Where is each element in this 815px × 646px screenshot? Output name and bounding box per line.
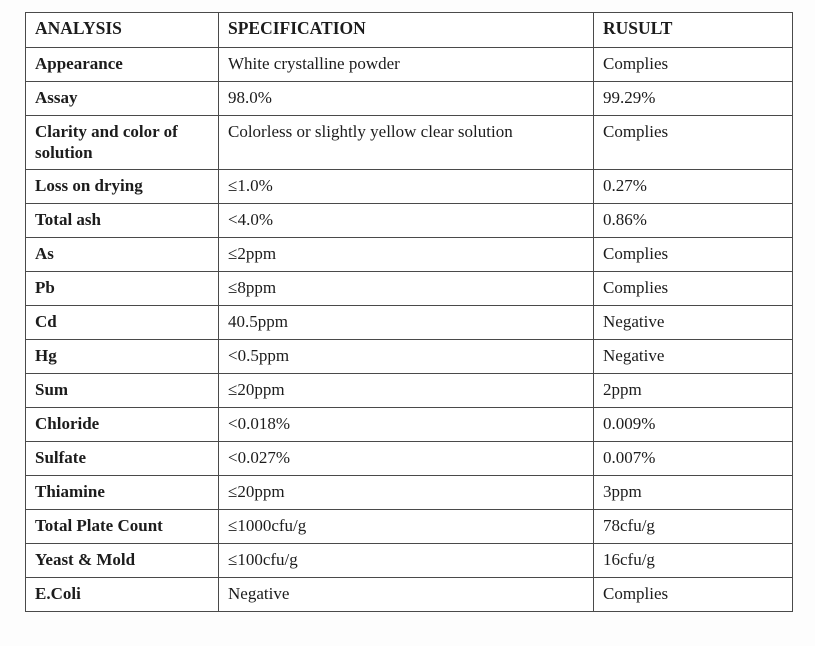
- result-cell: 0.86%: [594, 203, 793, 237]
- table-row: [26, 237, 793, 271]
- table-row: [26, 543, 793, 577]
- analysis-cell: Assay: [26, 82, 219, 116]
- spec-cell: <0.5ppm: [219, 339, 594, 373]
- spec-cell: <0.018%: [219, 407, 594, 441]
- table-row: [26, 339, 793, 373]
- spec-cell: ≤1.0%: [219, 169, 594, 203]
- analysis-cell: E.Coli: [26, 577, 219, 611]
- result-cell: Negative: [594, 339, 793, 373]
- table-row: [26, 169, 793, 203]
- analysis-cell: Thiamine: [26, 475, 219, 509]
- analysis-cell: Sum: [26, 373, 219, 407]
- spec-cell: ≤20ppm: [219, 373, 594, 407]
- result-cell: Complies: [594, 237, 793, 271]
- analysis-cell: Yeast & Mold: [26, 543, 219, 577]
- col-header-result: RUSULT: [594, 13, 793, 48]
- table-row: [26, 373, 793, 407]
- table-row: [26, 203, 793, 237]
- spec-cell: ≤20ppm: [219, 475, 594, 509]
- analysis-cell: Sulfate: [26, 441, 219, 475]
- table-header-row: [26, 13, 793, 48]
- analysis-cell: Total Plate Count: [26, 509, 219, 543]
- result-cell: Complies: [594, 116, 793, 170]
- analysis-cell: Appearance: [26, 48, 219, 82]
- table-row: [26, 116, 793, 170]
- table-row: [26, 475, 793, 509]
- result-cell: Complies: [594, 271, 793, 305]
- table-row: [26, 271, 793, 305]
- result-cell: 0.27%: [594, 169, 793, 203]
- spec-cell: 40.5ppm: [219, 305, 594, 339]
- spec-cell: ≤1000cfu/g: [219, 509, 594, 543]
- analysis-cell: Hg: [26, 339, 219, 373]
- result-cell: 16cfu/g: [594, 543, 793, 577]
- result-cell: Complies: [594, 48, 793, 82]
- spec-cell: White crystalline powder: [219, 48, 594, 82]
- analysis-cell: As: [26, 237, 219, 271]
- result-cell: 0.007%: [594, 441, 793, 475]
- table-row: [26, 407, 793, 441]
- col-header-analysis: ANALYSIS: [26, 13, 219, 48]
- analysis-specification-table: [25, 12, 793, 612]
- analysis-cell: Clarity and color of solution: [26, 116, 219, 170]
- table-row: [26, 305, 793, 339]
- result-cell: Negative: [594, 305, 793, 339]
- analysis-cell: Chloride: [26, 407, 219, 441]
- analysis-cell: Loss on drying: [26, 169, 219, 203]
- spec-cell: ≤2ppm: [219, 237, 594, 271]
- table-row: [26, 509, 793, 543]
- result-cell: 78cfu/g: [594, 509, 793, 543]
- spec-cell: 98.0%: [219, 82, 594, 116]
- spec-cell: <4.0%: [219, 203, 594, 237]
- analysis-cell: Cd: [26, 305, 219, 339]
- result-cell: 99.29%: [594, 82, 793, 116]
- table-row: [26, 441, 793, 475]
- result-cell: Complies: [594, 577, 793, 611]
- spec-cell: Negative: [219, 577, 594, 611]
- spec-cell: ≤100cfu/g: [219, 543, 594, 577]
- table-row: [26, 577, 793, 611]
- analysis-cell: Total ash: [26, 203, 219, 237]
- result-cell: 3ppm: [594, 475, 793, 509]
- analysis-cell: Pb: [26, 271, 219, 305]
- spec-cell: ≤8ppm: [219, 271, 594, 305]
- spec-cell: <0.027%: [219, 441, 594, 475]
- result-cell: 2ppm: [594, 373, 793, 407]
- spec-cell: Colorless or slightly yellow clear solution: [219, 116, 594, 170]
- col-header-specification: SPECIFICATION: [219, 13, 594, 48]
- result-cell: 0.009%: [594, 407, 793, 441]
- table-row: [26, 82, 793, 116]
- table-row: [26, 48, 793, 82]
